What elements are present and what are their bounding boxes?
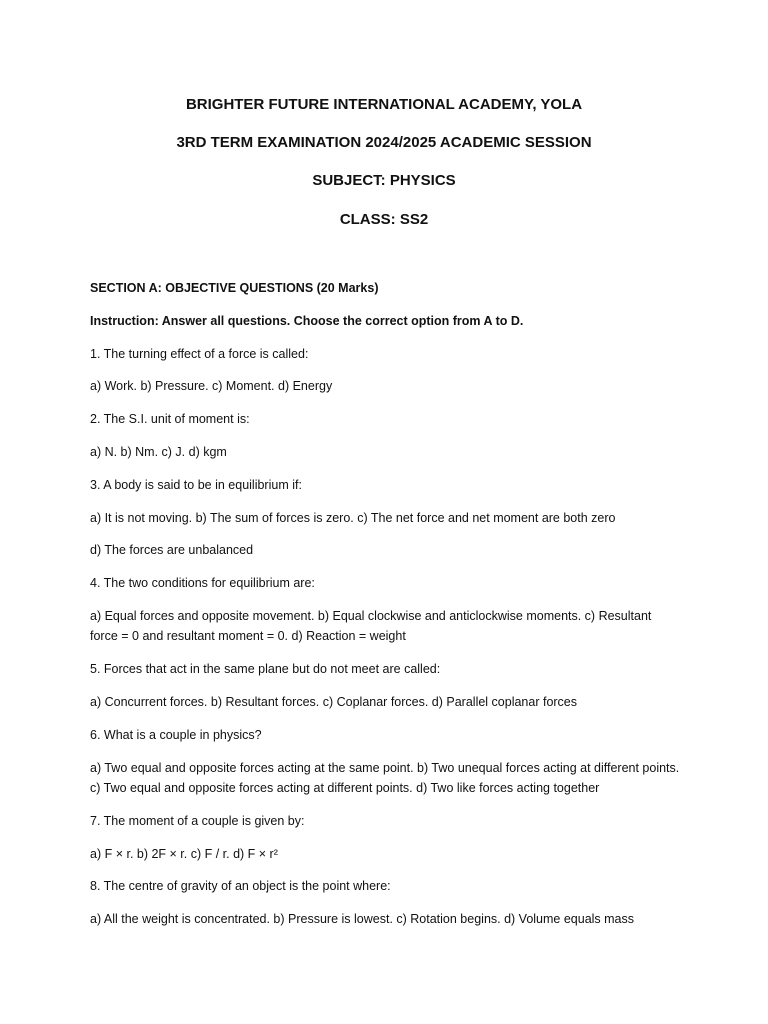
question-4: 4. The two conditions for equilibrium are: xyxy=(90,576,315,590)
question-2: 2. The S.I. unit of moment is: xyxy=(90,412,250,426)
question-5: 5. Forces that act in the same plane but do not meet are called: xyxy=(90,662,441,676)
options-5: a) Concurrent forces. b) Resultant forces. c) Coplanar forces. d) Parallel coplanar forces xyxy=(90,695,578,709)
subject-label: SUBJECT: PHYSICS xyxy=(312,172,456,189)
question-3: 3. A body is said to be in equilibrium if: xyxy=(90,478,302,492)
question-1: 1. The turning effect of a force is called: xyxy=(90,347,309,361)
options-4: a) Equal forces and opposite movement. b) Equal clockwise and anticlockwise moments. c) Resultant force = 0 and resultant moment = 0. d) Reaction = weight xyxy=(90,609,652,643)
options-1: a) Work. b) Pressure. c) Moment. d) Energy xyxy=(90,379,333,393)
school-name: BRIGHTER FUTURE INTERNATIONAL ACADEMY, YOLA xyxy=(185,96,583,113)
options-3a: a) It is not moving. b) The sum of forces is zero. c) The net force and net moment are both zero xyxy=(90,511,616,525)
exam-title: 3RD TERM EXAMINATION 2024/2025 ACADEMIC SESSION xyxy=(176,134,592,151)
options-7: a) F × r. b) 2F × r. c) F / r. d) F × r² xyxy=(90,847,278,861)
question-7: 7. The moment of a couple is given by: xyxy=(90,814,305,828)
class-label: CLASS: SS2 xyxy=(339,211,429,228)
options-2: a) N. b) Nm. c) J. d) kgm xyxy=(90,445,227,459)
instruction-text: Instruction: Answer all questions. Choose the correct option from A to D. xyxy=(90,314,524,328)
options-3b: d) The forces are unbalanced xyxy=(90,543,254,557)
question-6: 6. What is a couple in physics? xyxy=(90,728,262,742)
options-6: a) Two equal and opposite forces acting at the same point. b) Two unequal forces acting at different points. c) Two equal and opposite forces acting at different points. d) Two like forces acting together xyxy=(90,761,680,795)
options-8: a) All the weight is concentrated. b) Pressure is lowest. c) Rotation begins. d) Volume equals mass xyxy=(90,912,635,926)
question-8: 8. The centre of gravity of an object is the point where: xyxy=(90,879,391,893)
section-title: SECTION A: OBJECTIVE QUESTIONS (20 Marks) xyxy=(90,281,379,295)
